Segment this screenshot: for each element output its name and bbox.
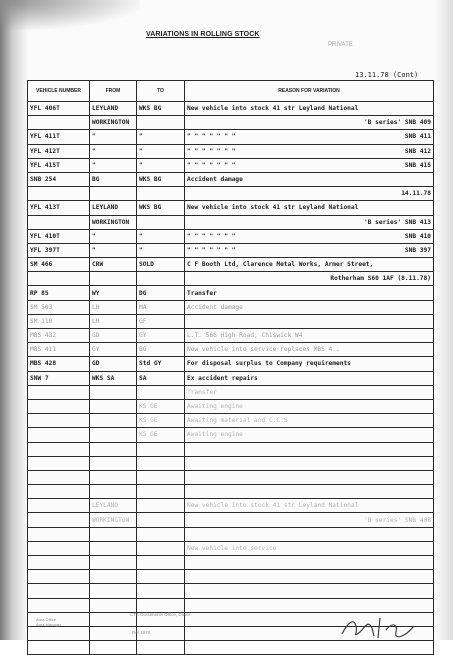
cell-to: WKS BG [137,201,185,215]
cell-reason [185,314,434,328]
cell-vehicle-number: YFL 411T [28,130,90,144]
cell-reason [185,371,434,385]
reason-text: " " " " " " " [187,147,236,155]
cell-from [90,456,137,470]
cell-to [137,187,185,201]
cell-to [137,385,185,399]
table-row [28,116,434,130]
cell-to: KS GE [137,414,185,428]
cell-to [137,499,185,513]
cell-from [90,399,137,413]
cell-to [137,598,185,612]
cell-to [137,527,185,541]
cell-vehicle-number [28,187,90,201]
cell-to: GF [137,314,185,328]
cell-to: KS GE [137,428,185,442]
reason-continuation: SNB 397 [404,246,431,254]
cell-to: Std GY [137,357,185,371]
table-row [28,485,434,499]
reason-text: For disposal surplus to Company requirements [187,360,351,368]
cell-to: " [137,229,185,243]
cell-reason [185,272,434,286]
cell-from [90,570,137,584]
table-header-row [28,81,434,102]
cell-vehicle-number [28,399,90,413]
cell-reason [185,343,434,357]
reason-text: Accident damage [187,303,243,311]
cell-vehicle-number: SNB 254 [28,172,90,186]
table-row [28,641,434,655]
cell-reason [185,116,434,130]
cell-vehicle-number: MBS 432 [28,329,90,343]
reason-continuation: SNB 410 [404,232,431,240]
cell-from [90,442,137,456]
cell-to: " [137,144,185,158]
reason-text: " " " " " " " [187,246,236,254]
cell-from [90,470,137,484]
cell-from [90,541,137,555]
cell-reason [185,102,434,116]
table-row [28,144,434,158]
footer-left-line-1: Area Office [36,617,56,622]
cell-reason [185,414,434,428]
cell-from: GD [90,329,137,343]
cell-from: LH [90,300,137,314]
column-header-to: TO [137,81,185,102]
reason-text: Awaiting material and C.C.S [187,417,288,425]
cell-from: LH [90,314,137,328]
cell-from: GY [90,343,137,357]
reason-text: New vehicle into service [187,544,277,552]
cell-reason [185,329,434,343]
cell-to [137,485,185,499]
table-row [28,314,434,328]
cell-reason [185,442,434,456]
cell-from: LEYLAND [90,102,137,116]
cell-reason [185,499,434,513]
cell-from: " [90,144,137,158]
cell-vehicle-number [28,385,90,399]
cell-vehicle-number [28,470,90,484]
cell-reason [185,229,434,243]
cell-vehicle-number [28,541,90,555]
cell-vehicle-number [28,499,90,513]
table-row [28,399,434,413]
cell-vehicle-number: YFL 415T [28,158,90,172]
table-row [28,130,434,144]
cell-to: SA [137,371,185,385]
cell-to: SOLD [137,258,185,272]
cell-vehicle-number: SM 503 [28,300,90,314]
cell-reason [185,300,434,314]
table-row [28,343,434,357]
cell-to [137,116,185,130]
cell-vehicle-number [28,215,90,229]
cell-reason [185,215,434,229]
cell-from [90,641,137,655]
table-row [28,513,434,527]
cell-from: WORKINGTON [90,215,137,229]
cell-from [90,584,137,598]
cell-from [90,428,137,442]
table-row [28,158,434,172]
cell-vehicle-number [28,485,90,499]
footer-left-line-2: Area Manager [36,622,62,627]
reason-text: Accident damage [187,176,243,184]
cell-vehicle-number: RP 85 [28,286,90,300]
reason-text: " " " " " " " [187,232,236,240]
cell-reason [185,144,434,158]
reason-text: Transfer [187,289,217,297]
reason-continuation: SNB 412 [404,147,431,155]
cell-to [137,215,185,229]
table-row [28,272,434,286]
cell-vehicle-number [28,442,90,456]
cell-to [137,513,185,527]
footer-printer-line: CTS Documents Office, Dover [130,612,191,617]
cell-vehicle-number [28,556,90,570]
table-row [28,385,434,399]
reason-text: " " " " " " " [187,161,236,169]
reason-text: New vehicle into stock 41 str Leyland National [187,204,359,212]
cell-vehicle-number [28,456,90,470]
cell-to: " [137,243,185,257]
date-header: 13.11.78 (Cont) [355,71,419,79]
reason-continuation: 'B series' SNB 409 [363,119,431,127]
cell-to: WKS BG [137,102,185,116]
table-row [28,584,434,598]
table-row [28,215,434,229]
cell-from: " [90,243,137,257]
cell-from [90,272,137,286]
cell-reason [185,243,434,257]
table-row [28,442,434,456]
cell-to: " [137,130,185,144]
table-row [28,187,434,201]
table-row [28,357,434,371]
reason-continuation: Rotherham S60 1AF (8.11.78) [330,275,431,283]
cell-to: GY [137,329,185,343]
cell-to [137,470,185,484]
table-row [28,456,434,470]
private-stamp: PRIVATE [328,42,353,48]
scan-shadow-top [0,0,140,30]
table-row [28,258,434,272]
cell-reason [185,357,434,371]
cell-reason [185,513,434,527]
reason-continuation: SNB 411 [404,133,431,141]
document-title: VARIATIONS IN ROLLING STOCK [146,31,260,38]
table-row [28,243,434,257]
cell-vehicle-number: YFL 410T [28,229,90,243]
cell-reason [185,584,434,598]
cell-from [90,187,137,201]
cell-vehicle-number [28,272,90,286]
table-row [28,499,434,513]
cell-reason [185,556,434,570]
table-body [28,102,434,655]
table-row [28,414,434,428]
column-header-reason: REASON FOR VARIATION [185,81,434,102]
reason-text: Awaiting engine [187,403,243,411]
cell-from [90,598,137,612]
footer-code: Ref 1978 [132,630,151,635]
cell-reason [185,130,434,144]
cell-vehicle-number: SM 466 [28,258,90,272]
cell-vehicle-number: SNW 7 [28,371,90,385]
cell-reason [185,258,434,272]
cell-from: BG [90,172,137,186]
handwritten-signature [334,612,424,640]
table-row [28,570,434,584]
table-row [28,527,434,541]
column-header-vehicle: VEHICLE NUMBER [28,81,90,102]
table-row [28,541,434,555]
reason-text: L.T. 566 High Road, Chiswick W4 [187,332,303,340]
footer-left [36,617,61,627]
cell-from: GD [90,357,137,371]
cell-vehicle-number [28,626,90,640]
reason-text: New vehicle into stock 41 str Leyland National [187,105,359,113]
cell-reason [185,286,434,300]
table-row [28,598,434,612]
cell-vehicle-number [28,570,90,584]
table-row [28,556,434,570]
cell-vehicle-number [28,428,90,442]
cell-to: MA [137,300,185,314]
cell-reason [185,187,434,201]
cell-from [90,414,137,428]
cell-to: WKS BG [137,172,185,186]
cell-to [137,641,185,655]
cell-from [90,527,137,541]
variations-table [27,80,434,655]
cell-vehicle-number: YFL 397T [28,243,90,257]
cell-reason [185,470,434,484]
reason-text: Ex accident repairs [187,374,258,382]
table-row [28,229,434,243]
cell-to [137,272,185,286]
cell-vehicle-number: YFL 412T [28,144,90,158]
reason-text: " " " " " " " [187,133,236,141]
reason-text: New vehicle into service replaces MBS 4.. [187,346,340,354]
table-row [28,286,434,300]
cell-reason [185,641,434,655]
cell-reason [185,201,434,215]
reason-text: Awaiting engine [187,431,243,439]
scan-edge-right [435,0,453,640]
cell-reason [185,598,434,612]
cell-to [137,570,185,584]
cell-from: " [90,158,137,172]
cell-to [137,456,185,470]
cell-reason [185,541,434,555]
cell-to: KS GE [137,399,185,413]
cell-reason [185,158,434,172]
table-row [28,201,434,215]
cell-to: DG [137,286,185,300]
table-row [28,172,434,186]
cell-to: BG [137,343,185,357]
cell-from: " [90,229,137,243]
cell-to: " [137,158,185,172]
cell-from [90,385,137,399]
cell-from: LEYLAND [90,201,137,215]
cell-vehicle-number: MBS 411 [28,343,90,357]
cell-from: WY [90,286,137,300]
cell-vehicle-number [28,116,90,130]
reason-text: Transfer [187,388,217,396]
cell-reason [185,570,434,584]
cell-vehicle-number: YFL 406T [28,102,90,116]
cell-vehicle-number: YFL 413T [28,201,90,215]
cell-to [137,541,185,555]
scan-shadow-left [0,0,28,640]
cell-vehicle-number [28,414,90,428]
cell-vehicle-number: SM 110 [28,314,90,328]
cell-to [137,556,185,570]
table-row [28,371,434,385]
cell-reason [185,485,434,499]
reason-continuation: SNB 415 [404,161,431,169]
reason-text: New vehicle into stock 41 str Leyland National [187,502,359,510]
table-row [28,300,434,314]
cell-reason [185,172,434,186]
cell-vehicle-number [28,584,90,598]
cell-from: CRW [90,258,137,272]
cell-reason [185,428,434,442]
cell-to [137,584,185,598]
cell-from [90,485,137,499]
reason-continuation: 14.11.78 [401,190,431,198]
table-row [28,428,434,442]
table-row [28,102,434,116]
reason-continuation: 'B series' SNB 413 [363,218,431,226]
cell-vehicle-number [28,598,90,612]
column-header-from: FROM [90,81,137,102]
cell-reason [185,527,434,541]
cell-vehicle-number [28,513,90,527]
cell-from: WKS SA [90,371,137,385]
reason-text: C F Booth Ltd, Clarence Metal Works, Armer Street, [187,261,374,269]
cell-to [137,442,185,456]
cell-vehicle-number [28,527,90,541]
table-row [28,470,434,484]
cell-from: WORKINGTON [90,116,137,130]
cell-reason [185,399,434,413]
cell-vehicle-number [28,641,90,655]
reason-continuation: 'B series' SNB 408 [363,516,431,524]
cell-from: WORKINGTON [90,513,137,527]
cell-from [90,556,137,570]
cell-vehicle-number: MBS 428 [28,357,90,371]
cell-from: " [90,130,137,144]
cell-reason [185,385,434,399]
cell-reason [185,456,434,470]
cell-from: LEYLAND [90,499,137,513]
table-row [28,329,434,343]
cell-from [90,626,137,640]
